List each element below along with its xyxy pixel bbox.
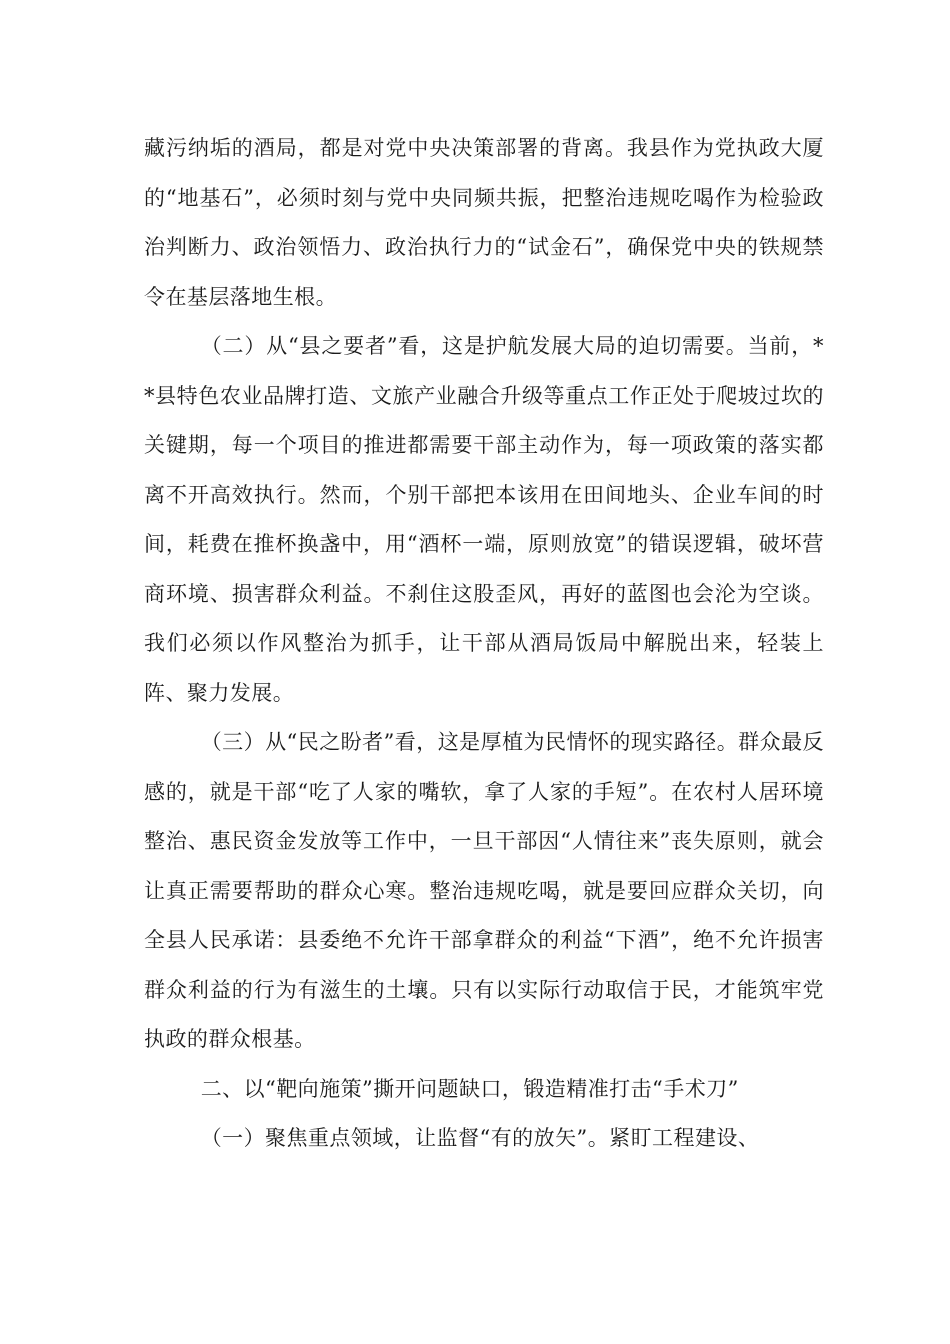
section-heading-targeted-measures: 二、以“靶向施策”撕开问题缺口，锻造精准打击“手术刀”: [200, 1076, 739, 1101]
paragraph-people-expectation: （三）从“民之盼者”看，这是厚植为民情怀的现实路径。群众最反感的，就是干部“吃了人家的嘴软，拿了人家的手短”。在农村人居环境整治、惠民资金发放等工作中，一旦干部因“人情往来”丧失原则，就会让真正需要帮助的群众心寒。整治违规吃喝，就是要回应群众关切，向全县人民承诺：县委绝不允许干部拿群众的利益“下酒”，绝不允许损害群众利益的行为有滋生的土壤。只有以实际行动取信于民，才能筑牢党执政的群众根基。: [144, 730, 824, 1051]
paragraph-continuation: 藏污纳垢的酒局，都是对党中央决策部署的背离。我县作为党执政大厦的“地基石”，必须时刻与党中央同频共振，把整治违规吃喝作为检验政治判断力、政治领悟力、政治执行力的“试金石”，确保党中央的铁规禁令在基层落地生根。: [144, 136, 824, 309]
paragraph-county-development: （二）从“县之要者”看，这是护航发展大局的迫切需要。当前，**县特色农业品牌打造、文旅产业融合升级等重点工作正处于爬坡过坎的关键期，每一个项目的推进都需要干部主动作为，每一项政策的落实都离不开高效执行。然而，个别干部把本该用在田间地头、企业车间的时间，耗费在推杯换盏中，用“酒杯一端，原则放宽”的错误逻辑，破坏营商环境、损害群众利益。不刹住这股歪风，再好的蓝图也会沦为空谈。我们必须以作风整治为抓手，让干部从酒局饭局中解脱出来，轻装上阵、聚力发展。: [144, 334, 824, 705]
paragraph-key-areas: （一）聚焦重点领域，让监督“有的放矢”。紧盯工程建设、: [200, 1126, 760, 1150]
document-body: [144, 124, 824, 1164]
